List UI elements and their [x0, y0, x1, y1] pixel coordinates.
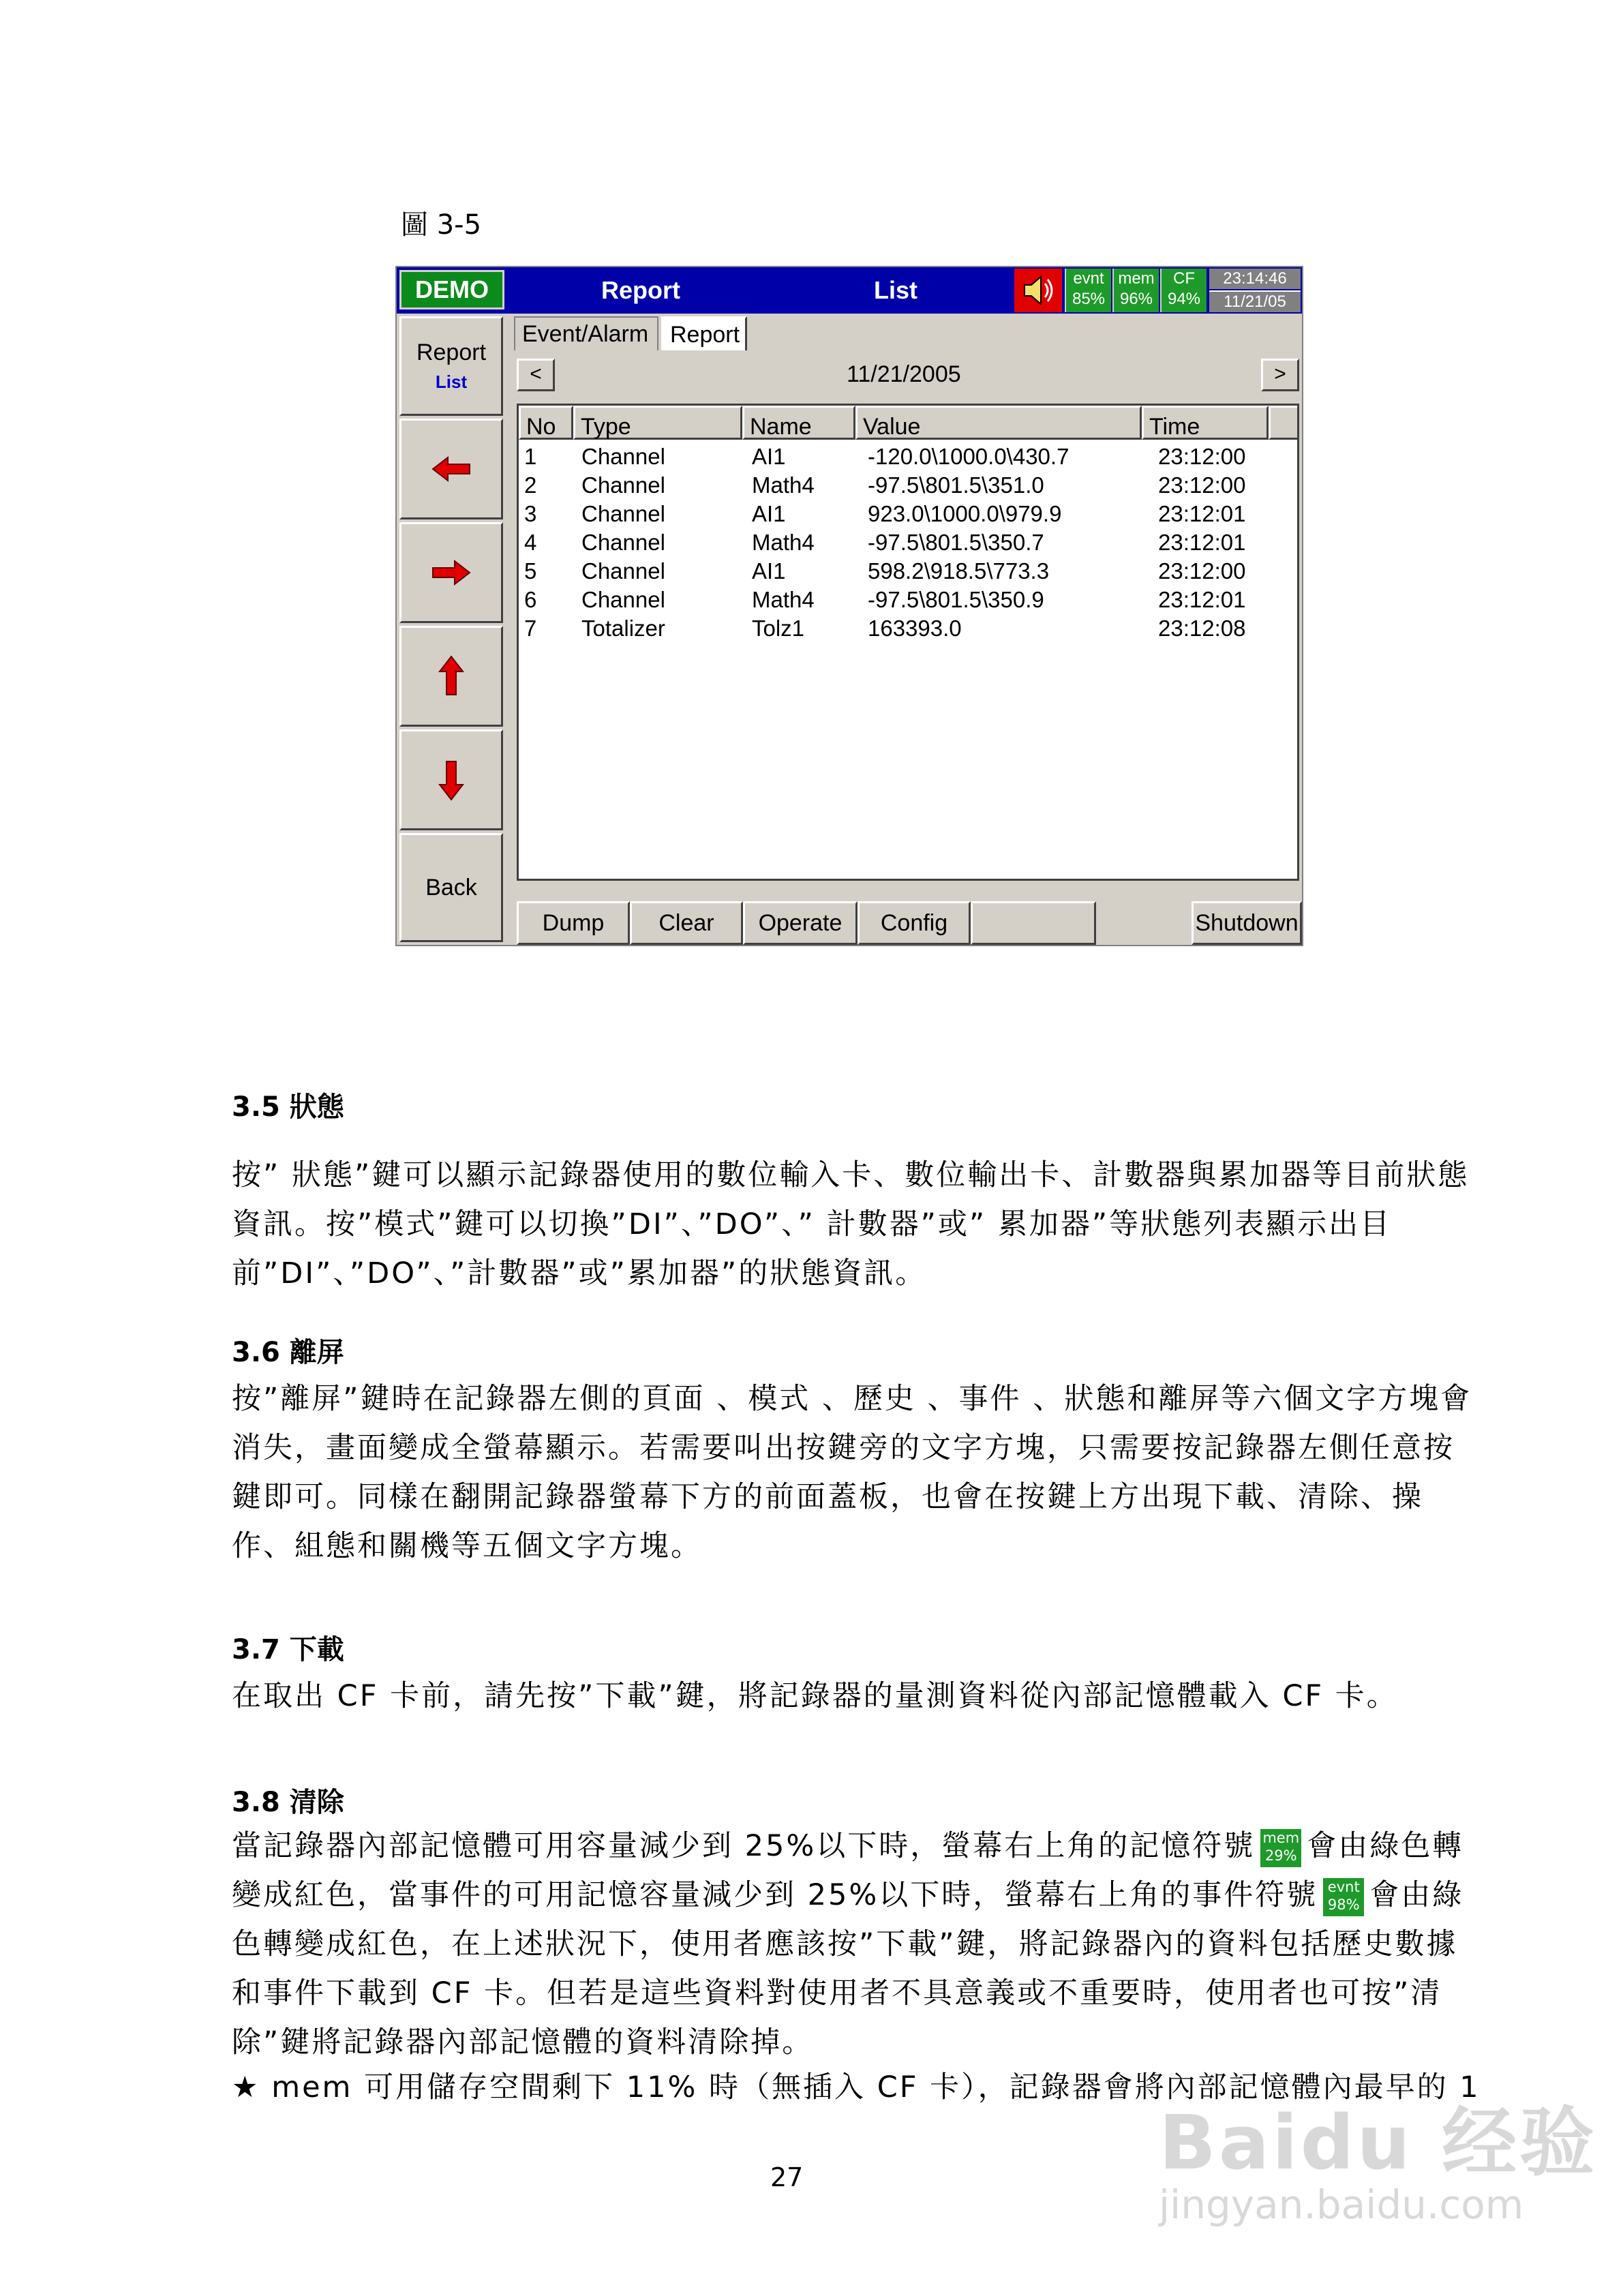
report-table: [517, 404, 1299, 881]
back-button[interactable]: [399, 833, 503, 942]
cell-time: 23:12:00: [1158, 472, 1246, 498]
section-3-8-text-3: 會由綠色轉變成紅色，在上述狀況下，使用者應該按”下載”鍵，將記錄器內的資料包括歷史數據和事件下載到 CF 卡。但若是這些資料對使用者不具意義或不重要時，使用者也可按”清除”鍵將記錄器內部記憶體的資料清除掉。: [232, 1878, 1464, 2059]
speaker-alarm-icon: [1014, 269, 1062, 312]
shutdown-button[interactable]: Shutdown: [1192, 901, 1302, 945]
section-3-5-title: 3.5 狀態: [232, 1091, 344, 1123]
page-number: 27: [770, 2162, 804, 2192]
arrow-up-icon: [427, 652, 475, 700]
section-3-8-body: [232, 1822, 1479, 2067]
table-row[interactable]: [519, 614, 1299, 643]
section-3-8-text-1: 當記錄器內部記憶體可用容量減少到 25%以下時，螢幕右上角的記憶符號: [232, 1829, 1256, 1863]
tab-event-alarm[interactable]: Event/Alarm: [514, 316, 658, 350]
section-3-8-text-2: 會由綠色轉變成紅色，當事件的可用記憶容量減少到 25%以下時，螢幕右上角的事件符號: [232, 1829, 1464, 1912]
col-header-type[interactable]: Type: [573, 406, 742, 440]
cell-no: 6: [524, 587, 537, 612]
cell-time: 23:12:00: [1158, 558, 1246, 584]
section-3-7-body: 在取出 CF 卡前，請先按”下載”鍵，將記錄器的量測資料從內部記憶體載入 CF 卡。: [232, 1679, 1398, 1713]
title-bar: [397, 267, 1302, 314]
cell-value: 163393.0: [868, 616, 962, 641]
next-date-button[interactable]: >: [1261, 359, 1299, 391]
section-3-6-body: 按”離屏”鍵時在記錄器左側的頁面 、模式 、歷史 、事件 、狀態和離屏等六個文字方塊會消失，畫面變成全螢幕顯示。若需要叫出按鍵旁的文字方塊，只需要按記錄器左側任意按鍵即可。同樣在翻開記錄器螢幕下方的前面蓋板，也會在按鍵上方出現下載、清除、操作、組態和關機等五個文字方塊。: [232, 1382, 1472, 1563]
config-button[interactable]: Config: [858, 901, 971, 945]
cell-no: 3: [524, 501, 537, 526]
cell-value: -97.5\801.5\351.0: [868, 472, 1044, 498]
cell-value: 598.2\918.5\773.3: [868, 558, 1050, 584]
figure-caption: 圖 3-5: [401, 209, 482, 241]
memory-note: ★ mem 可用儲存空間剩下 11% 時（無插入 CF 卡），記錄器會將內部記憶體內最早的 1: [232, 2070, 1481, 2104]
current-date: 11/21/2005: [847, 361, 961, 387]
cell-time: 23:12:01: [1158, 587, 1246, 612]
bottom-toolbar: [517, 901, 1302, 945]
right-arrow-button[interactable]: [399, 522, 503, 623]
report-list-button[interactable]: [399, 316, 503, 416]
cell-name: Math4: [752, 472, 815, 498]
prev-date-button[interactable]: <: [517, 359, 555, 391]
cell-name: AI1: [752, 444, 786, 469]
col-header-name[interactable]: Name: [742, 406, 855, 440]
col-header-filler: [1269, 406, 1299, 440]
cell-no: 1: [524, 444, 537, 469]
cell-no: 4: [524, 530, 537, 555]
screen-title: Report: [601, 276, 680, 304]
screen-subtitle: List: [874, 276, 918, 304]
left-arrow-button[interactable]: [399, 419, 503, 519]
section-3-6-title: 3.6 離屏: [232, 1337, 344, 1368]
cell-type: Channel: [581, 444, 665, 469]
watermark-url: jingyan.baidu.com: [1159, 2181, 1524, 2228]
arrow-left-icon: [427, 445, 475, 493]
demo-badge: DEMO: [399, 270, 504, 309]
table-row[interactable]: [519, 586, 1299, 614]
section-3-7-title: 3.7 下載: [232, 1634, 344, 1665]
cell-time: 23:12:08: [1158, 616, 1246, 641]
cell-no: 7: [524, 616, 537, 641]
table-row[interactable]: [519, 500, 1299, 528]
table-row[interactable]: [519, 471, 1299, 500]
event-indicator-icon: evnt 98%: [1323, 1878, 1364, 1916]
clock-date: 11/21/05: [1209, 290, 1301, 312]
cell-type: Channel: [581, 501, 665, 526]
cell-name: AI1: [752, 501, 786, 526]
cell-no: 2: [524, 472, 537, 498]
tab-report[interactable]: Report: [661, 316, 747, 350]
cell-type: Channel: [581, 472, 665, 498]
cell-value: -120.0\1000.0\430.7: [868, 444, 1070, 469]
event-indicator: evnt 85%: [1065, 269, 1111, 312]
cell-time: 23:12:01: [1158, 501, 1246, 526]
report-button-sublabel: List: [435, 372, 468, 392]
col-header-time[interactable]: Time: [1142, 406, 1269, 440]
section-3-8-title: 3.8 清除: [232, 1787, 344, 1818]
arrow-down-icon: [427, 756, 475, 804]
memory-indicator: mem 96%: [1112, 269, 1159, 312]
watermark-logo: Baidu 经验: [1159, 2099, 1598, 2186]
back-button-label: Back: [425, 874, 477, 901]
cell-value: 923.0\1000.0\979.9: [868, 501, 1062, 526]
cell-value: -97.5\801.5\350.7: [868, 530, 1044, 555]
cell-name: Tolz1: [752, 616, 805, 641]
cell-type: Channel: [581, 587, 665, 612]
table-row[interactable]: [519, 442, 1299, 471]
clock-time: 23:14:46: [1209, 269, 1301, 289]
section-3-5-body: 按” 狀態”鍵可以顯示記錄器使用的數位輸入卡、數位輸出卡、計數器與累加器等目前狀態資訊。按”模式”鍵可以切換”DI”、”DO”、” 計數器”或” 累加器”等狀態列表顯示出目前”DI”、”DO”、”計數器”或”累加器”的狀態資訊。: [232, 1158, 1470, 1290]
col-header-value[interactable]: Value: [855, 406, 1142, 440]
cell-type: Channel: [581, 558, 665, 584]
up-arrow-button[interactable]: [399, 626, 503, 727]
cell-no: 5: [524, 558, 537, 584]
cell-name: AI1: [752, 558, 786, 584]
table-row[interactable]: [519, 528, 1299, 557]
cell-type: Totalizer: [581, 616, 665, 641]
blank-button[interactable]: [971, 901, 1096, 945]
down-arrow-button[interactable]: [399, 729, 503, 830]
clear-button[interactable]: Clear: [630, 901, 743, 945]
arrow-right-icon: [427, 549, 475, 596]
dump-button[interactable]: Dump: [517, 901, 630, 945]
cell-time: 23:12:01: [1158, 530, 1246, 555]
cell-name: Math4: [752, 587, 815, 612]
cf-indicator: CF 94%: [1160, 269, 1207, 312]
operate-button[interactable]: Operate: [743, 901, 858, 945]
cell-type: Channel: [581, 530, 665, 555]
cell-name: Math4: [752, 530, 815, 555]
cell-value: -97.5\801.5\350.9: [868, 587, 1044, 612]
table-row[interactable]: [519, 557, 1299, 586]
memory-indicator-icon: mem 29%: [1260, 1829, 1301, 1867]
recorder-screen: [395, 266, 1303, 946]
cell-time: 23:12:00: [1158, 444, 1246, 469]
clock: [1209, 269, 1301, 312]
report-button-label: Report: [416, 339, 487, 365]
col-header-no[interactable]: No: [519, 406, 573, 440]
table-header: [519, 406, 1299, 441]
